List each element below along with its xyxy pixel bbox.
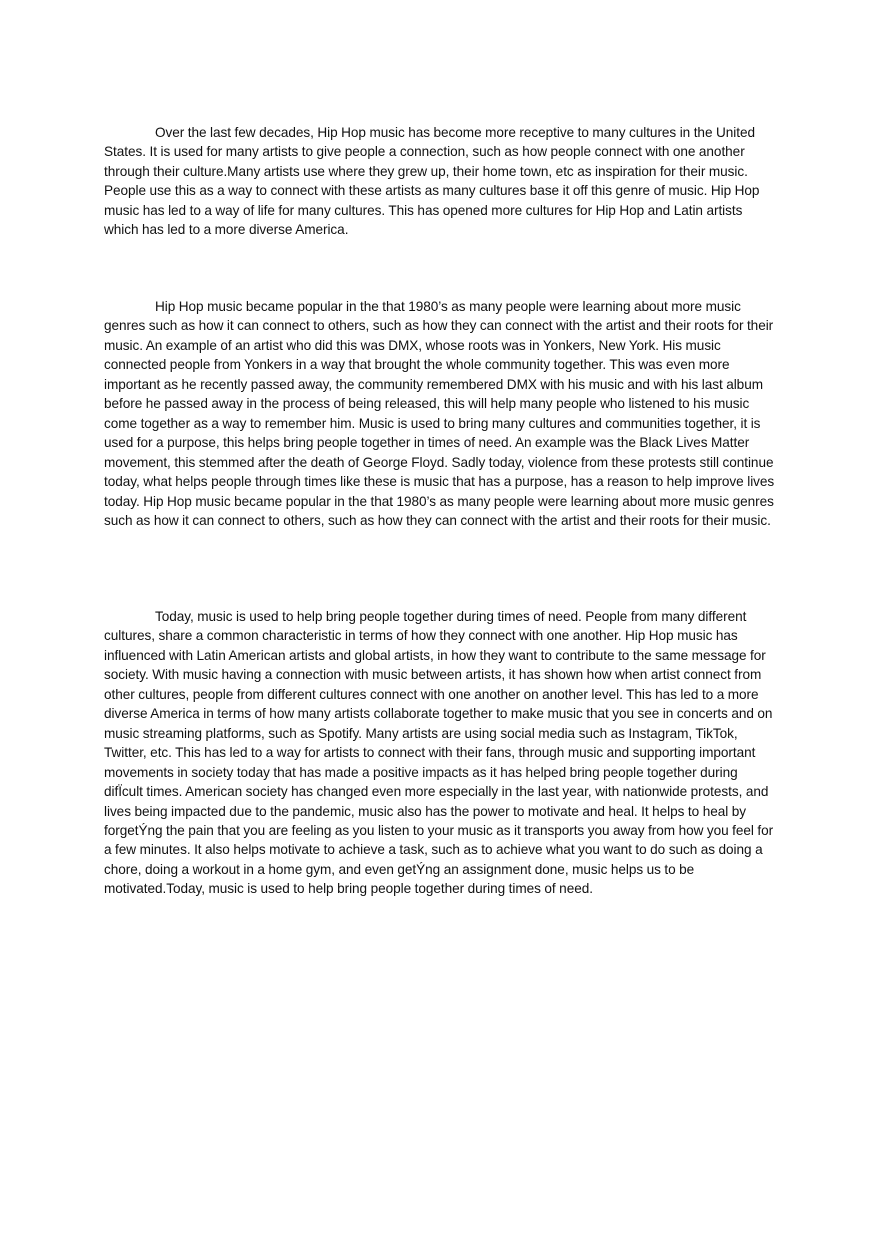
paragraph-hip-hop-history: Hip Hop music became popular in the that 1980’s as many people were learning about more music genres such as how it can connect to others, such as how they can connect with the artist and their roots for their music. An example of an artist who did this was DMX, whose roots was in Yonkers, New York. His music connected people from Yonkers in a way that brought the whole community together. This was even more important as he recently passed away, the community remembered DMX with his music and with his last album before he passed away in the process of being released, this will help many people who listened to his music come together as a way to remember him. Music is used to bring many cultures and communities together, it is used for a purpose, this helps bring people together in times of need. An example was the Black Lives Matter movement, this stemmed after the death of George Floyd. Sadly today, violence from these protests still continue today, what helps people through times like these is music that has a purpose, has a reason to help improve lives today. Hip Hop music became popular in the that 1980’s as many people were learning about more music genres such as how it can connect to others, such as how they can connect with the artist and their roots for their music. <box>104 299 775 528</box>
paragraph-intro: Over the last few decades, Hip Hop music has become more receptive to many cultures in the United States. It is used for many artists to give people a connection, such as how people connect with one another through their culture.Many artists use where they grew up, their home town, etc as inspiration for their music. People use this as a way to connect with these artists as many cultures base it off this genre of music. Hip Hop music has led to a way of life for many cultures. This has opened more cultures for Hip Hop and Latin artists which has led to a more diverse America. <box>104 125 760 238</box>
paragraph-music-today: Today, music is used to help bring people together during times of need. People from many different cultures, share a common characteristic in terms of how they connect with one another. Hip Hop music has influenced with Latin American artists and global artists, in how they want to contribute to the same message for society. With music having a connection with music between artists, it has shown how when artist connect from other cultures, people from different cultures connect with one another on another level. This has led to a more diverse America in terms of how many artists collaborate together to make music that you see in concerts and on music streaming platforms, such as Spotify. Many artists are using social media such as Instagram, TikTok, Twitter, etc. This has led to a way for artists to connect with their fans, through music and supporting important movements in society today that has made a positive impacts as it has helped bring people together during difÏcult times. American society has changed even more especially in the last year, with nationwide protests, and lives being impacted due to the pandemic, music also has the power to motivate and heal. It helps to heal by forgetÝng the pain that you are feeling as you listen to your music as it transports you away from how you feel for a few minutes. It also helps motivate to achieve a task, such as to achieve what you want to do such as doing a chore, doing a workout in a home gym, and even getÝng an assignment done, music helps us to be motivated.Today, music is used to help bring people together during times of need. <box>104 609 774 897</box>
